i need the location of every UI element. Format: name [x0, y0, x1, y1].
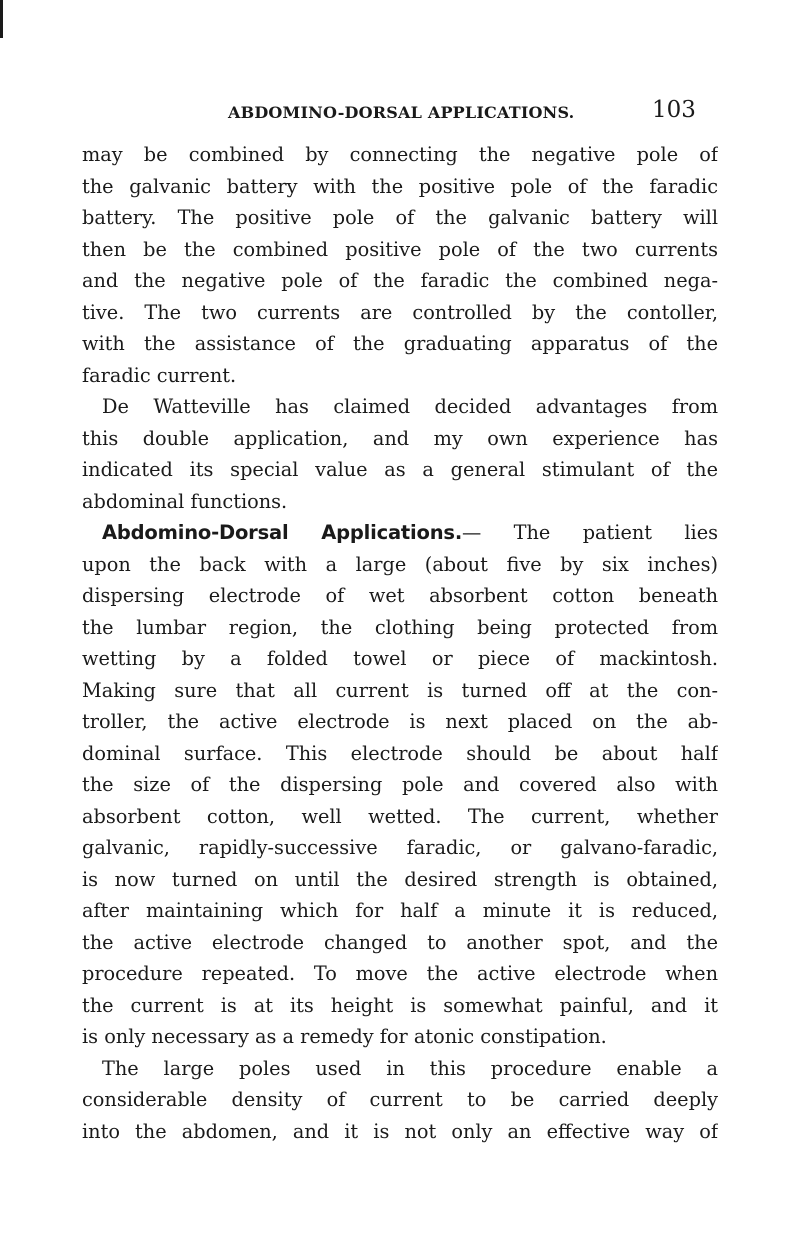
text-line: dispersing electrode of wet absorbent cotton beneath: [82, 584, 718, 607]
text-line: procedure repeated. To move the active electrode when: [82, 962, 718, 985]
text-line: the active electrode changed to another spot, and the: [82, 930, 718, 954]
body-text: [82, 139, 718, 1147]
text-line: after maintaining which for half a minute it is reduced,: [82, 899, 718, 922]
text-line: tive. The two currents are controlled by the contoller,: [82, 300, 718, 324]
text-line: dominal surface. This electrode should be about half: [82, 741, 718, 765]
text-line: is only necessary as a remedy for atonic constipation.: [82, 1025, 607, 1048]
text-line: abdominal functions.: [82, 489, 288, 513]
running-header: [0, 97, 800, 127]
text-line: and the negative pole of the faradic the combined nega-: [82, 269, 718, 292]
text-line: upon the back with a large (about five by six inches): [82, 552, 718, 576]
text-line: considerable density of current to be carried deeply: [82, 1088, 718, 1111]
text-line: faradic current.: [82, 363, 237, 387]
text-line: may be combined by connecting the negative pole of: [82, 143, 718, 166]
text-line: the size of the dispersing pole and covered also with: [82, 773, 718, 796]
section-heading-line: [82, 517, 718, 549]
running-title: ABDOMINO-DORSAL APPLICATIONS.: [228, 103, 575, 122]
text-line: indicated its special value as a general stimulant of the: [82, 458, 718, 481]
text-line: then be the combined positive pole of the two currents: [82, 237, 718, 261]
text-line: Making sure that all current is turned off at the con-: [82, 678, 718, 702]
page-edge-shadow: [0, 0, 3, 38]
text-line: the galvanic battery with the positive pole of the faradic: [82, 174, 718, 198]
section-heading: Abdomino-Dorsal Applications.: [102, 521, 463, 544]
text-line: The large poles used in this procedure enable a: [102, 1056, 718, 1080]
page-number: 103: [652, 97, 696, 123]
text-line: battery. The positive pole of the galvanic battery will: [82, 206, 718, 229]
text-line: absorbent cotton, well wetted. The current, whether: [82, 804, 718, 828]
text-line: this double application, and my own experience has: [82, 426, 718, 450]
text-line: troller, the active electrode is next placed on the ab-: [82, 710, 718, 733]
text-line: wetting by a folded towel or piece of mackintosh.: [82, 647, 718, 670]
text-line: galvanic, rapidly-successive faradic, or galvano-faradic,: [82, 836, 718, 859]
section-lead-text: — The patient lies: [462, 521, 718, 544]
text-line: the current is at its height is somewhat painful, and it: [82, 993, 718, 1017]
text-line: with the assistance of the graduating apparatus of the: [82, 332, 718, 355]
text-line: De Watteville has claimed decided advantages from: [102, 395, 718, 418]
text-line: is now turned on until the desired strength is obtained,: [82, 867, 718, 891]
text-line: the lumbar region, the clothing being protected from: [82, 615, 718, 639]
text-line: into the abdomen, and it is not only an effective way of: [82, 1119, 718, 1143]
